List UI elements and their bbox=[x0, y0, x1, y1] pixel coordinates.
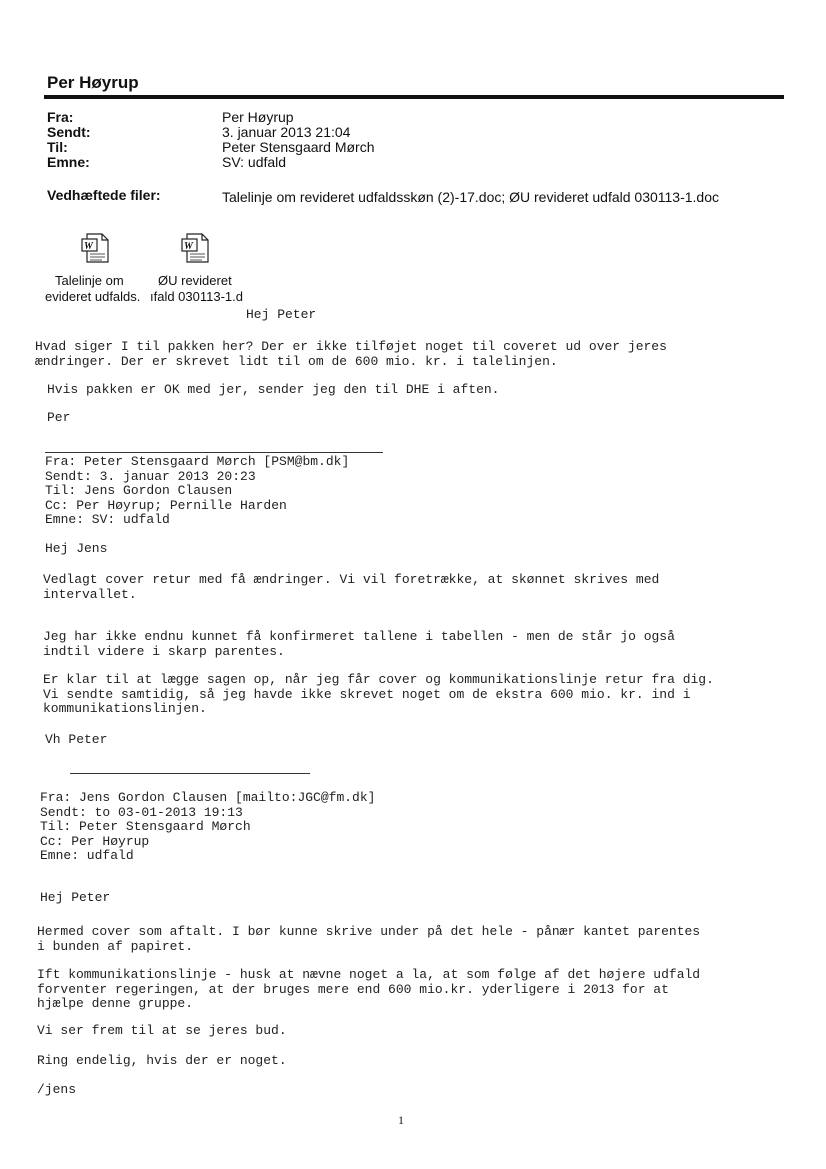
document-title: Per Høyrup bbox=[47, 73, 139, 92]
to-label: Til: bbox=[47, 139, 68, 155]
svg-text:W: W bbox=[84, 241, 93, 252]
message1-signature: Per bbox=[47, 410, 71, 425]
quote-separator bbox=[70, 773, 310, 774]
subject-value: SV: udfald bbox=[222, 154, 287, 170]
message3-header: Fra: Jens Gordon Clausen [mailto:JGC@fm.dk] Sendt: to 03-01-2013 19:13 Til: Peter Stensgaard Mørch Cc: Per Høyrup Emne: udfald bbox=[40, 790, 376, 863]
subject-label: Emne: bbox=[47, 154, 90, 170]
attachment-caption-line2[interactable]: ıfald 030113-1.d bbox=[150, 289, 243, 304]
message2-paragraph: Er klar til at lægge sagen op, når jeg får cover og kommunikationslinje retur fra dig. Vi sendte samtidig, så jeg havde ikke skrevet noget om de ekstra 600 mio. kr. ind i kommunikationslinjen. bbox=[43, 672, 714, 716]
sent-label: Sendt: bbox=[47, 124, 91, 140]
message1-paragraph: Hvis pakken er OK med jer, sender jeg den til DHE i aften. bbox=[47, 382, 500, 397]
attachment-caption-line1[interactable]: Talelinje om bbox=[55, 273, 124, 288]
attachments-label: Vedhæftede filer: bbox=[47, 187, 161, 203]
from-value: Per Høyrup bbox=[222, 109, 294, 125]
sent-value: 3. januar 2013 21:04 bbox=[222, 124, 351, 140]
message2-greeting: Hej Jens bbox=[45, 541, 108, 556]
message3-signature: /jens bbox=[37, 1082, 77, 1097]
message3-paragraph: Ring endelig, hvis der er noget. bbox=[37, 1053, 287, 1068]
word-document-icon[interactable] bbox=[80, 232, 112, 264]
message2-paragraph: Vedlagt cover retur med få ændringer. Vi vil foretrække, at skønnet skrives med intervallet. bbox=[43, 572, 660, 602]
message2-header: Fra: Peter Stensgaard Mørch [PSM@bm.dk] Sendt: 3. januar 2013 20:23 Til: Jens Gordon Clausen Cc: Per Høyrup; Pernille Harden Emne: SV: udfald bbox=[45, 454, 350, 527]
message1-greeting: Hej Peter bbox=[246, 307, 317, 322]
from-label: Fra: bbox=[47, 109, 74, 125]
message3-paragraph: Ift kommunikationslinje - husk at nævne noget a la, at som følge af det højere udfald forventer regeringen, at der bruges mere end 600 mio.kr. yderligere i 2013 for at hjælpe denne gruppe. bbox=[37, 967, 701, 1011]
word-document-icon[interactable] bbox=[180, 232, 212, 264]
attachments-value: Talelinje om revideret udfaldsskøn (2)-17.doc; ØU revideret udfald 030113-1.doc bbox=[222, 189, 719, 205]
attachment-caption-line2[interactable]: evideret udfalds. bbox=[45, 289, 141, 304]
message3-greeting: Hej Peter bbox=[40, 890, 111, 905]
to-value: Peter Stensgaard Mørch bbox=[222, 139, 375, 155]
svg-text:W: W bbox=[184, 241, 193, 252]
message1-paragraph: Hvad siger I til pakken her? Der er ikke tilføjet noget til coveret ud over jeres ændringer. Der er skrevet lidt til om de 600 mio. kr. i talelinjen. bbox=[35, 339, 667, 369]
attachment-caption-line1[interactable]: ØU revideret bbox=[158, 273, 232, 288]
message2-signature: Vh Peter bbox=[45, 732, 108, 747]
title-rule bbox=[44, 95, 784, 99]
message3-paragraph: Vi ser frem til at se jeres bud. bbox=[37, 1023, 287, 1038]
page-number: 1 bbox=[398, 1113, 404, 1127]
message2-paragraph: Jeg har ikke endnu kunnet få konfirmeret tallene i tabellen - men de står jo også indtil videre i skarp parentes. bbox=[43, 629, 675, 659]
quote-separator bbox=[45, 452, 383, 453]
message3-paragraph: Hermed cover som aftalt. I bør kunne skrive under på det hele - pånær kantet parentes i bunden af papiret. bbox=[37, 924, 701, 954]
